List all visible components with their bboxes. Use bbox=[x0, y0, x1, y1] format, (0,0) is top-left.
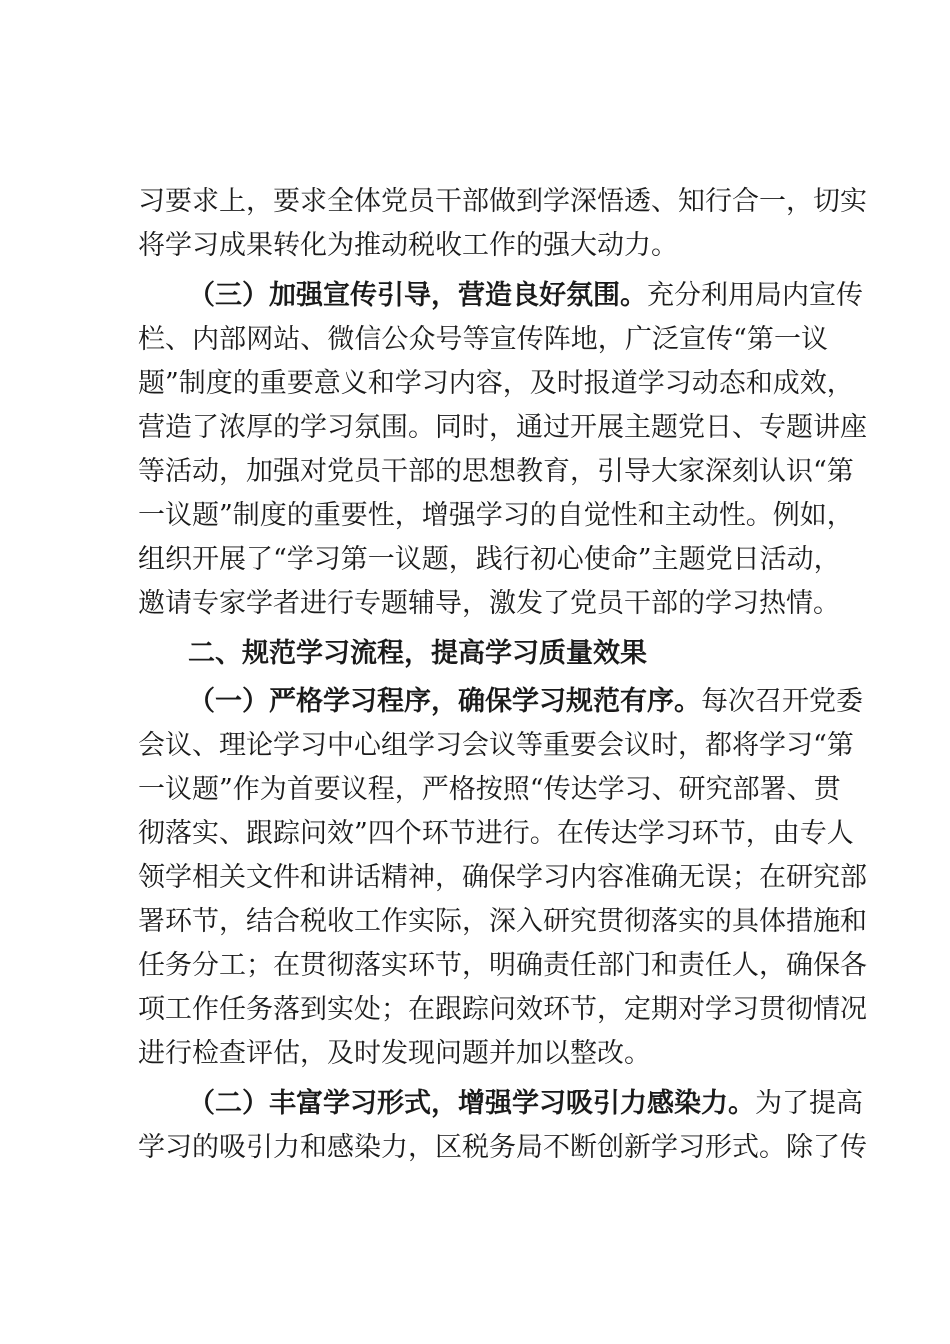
paragraph-line: 邀请专家学者进行专题辅导，激发了党员干部的学习热情。 bbox=[138, 588, 840, 619]
paragraph-line: 习要求上，要求全体党员干部做到学深悟透、知行合一，切实 bbox=[138, 186, 867, 217]
paragraph-line: 题”制度的重要意义和学习内容，及时报道学习动态和成效， bbox=[138, 368, 854, 399]
paragraph-line: 营造了浓厚的学习氛围。同时，通过开展主题党日、专题讲座 bbox=[138, 412, 867, 443]
section-3-first-line-rest: 充分利用局内宣传 bbox=[647, 280, 863, 311]
paragraph-line: 进行检查评估，及时发现问题并加以整改。 bbox=[138, 1038, 651, 1069]
section-2-2-first-line-rest: 为了提高 bbox=[755, 1088, 863, 1119]
paragraph-line: 项工作任务落到实处；在跟踪问效环节，定期对学习贯彻情况 bbox=[138, 994, 867, 1025]
section-3-title: （三）加强宣传引导，营造良好氛围。 bbox=[188, 280, 647, 311]
section-2-2-first-line bbox=[188, 1082, 863, 1126]
paragraph-line: 等活动，加强对党员干部的思想教育，引导大家深刻认识“第 bbox=[138, 456, 854, 487]
paragraph-line: 领学相关文件和讲话精神，确保学习内容准确无误；在研究部 bbox=[138, 862, 867, 893]
paragraph-line: 一议题”作为首要议程，严格按照“传达学习、研究部署、贯 bbox=[138, 774, 841, 805]
paragraph-line: 彻落实、跟踪问效”四个环节进行。在传达学习环节，由专人 bbox=[138, 818, 854, 849]
paragraph-line: 任务分工；在贯彻落实环节，明确责任部门和责任人，确保各 bbox=[138, 950, 867, 981]
section-2-1-title: （一）严格学习程序，确保学习规范有序。 bbox=[188, 686, 701, 717]
paragraph-line: 将学习成果转化为推动税收工作的强大动力。 bbox=[138, 230, 678, 261]
paragraph-line: 栏、内部网站、微信公众号等宣传阵地，广泛宣传“第一议 bbox=[138, 324, 828, 355]
paragraph-line: 组织开展了“学习第一议题，践行初心使命”主题党日活动， bbox=[138, 544, 841, 575]
paragraph-line: 一议题”制度的重要性，增强学习的自觉性和主动性。例如， bbox=[138, 500, 854, 531]
section-2-2-title: （二）丰富学习形式，增强学习吸引力感染力。 bbox=[188, 1088, 755, 1119]
paragraph-line: 署环节，结合税收工作实际，深入研究贯彻落实的具体措施和 bbox=[138, 906, 867, 937]
section-2-1-first-line bbox=[188, 680, 863, 724]
section-2-1-first-line-rest: 每次召开党委 bbox=[701, 686, 863, 717]
paragraph-line: 会议、理论学习中心组学习会议等重要会议时，都将学习“第 bbox=[138, 730, 854, 761]
paragraph-line: 学习的吸引力和感染力，区税务局不断创新学习形式。除了传 bbox=[138, 1132, 867, 1163]
section-3-first-line bbox=[188, 274, 863, 318]
section-heading: 二、规范学习流程，提高学习质量效果 bbox=[188, 638, 647, 669]
